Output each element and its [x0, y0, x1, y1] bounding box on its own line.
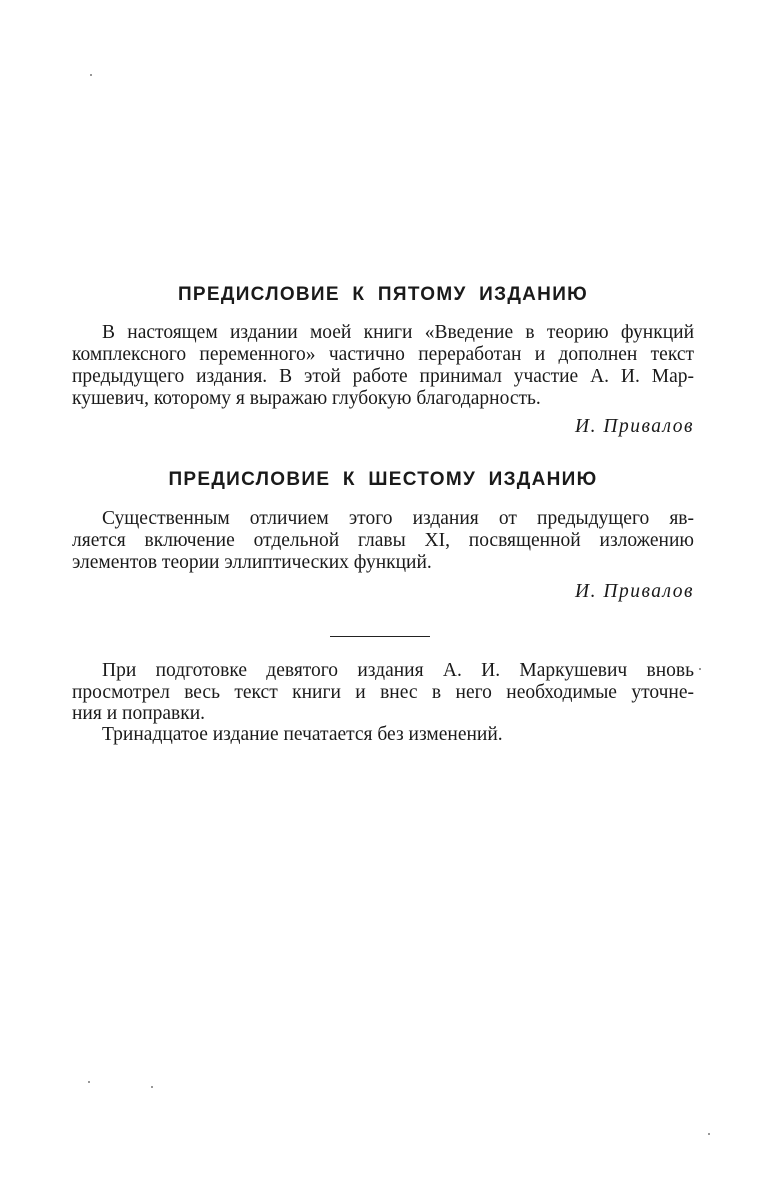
- preface-sixth-heading: ПРЕДИСЛОВИЕ К ШЕСТОМУ ИЗДАНИЮ: [168, 469, 598, 490]
- preface-fifth-line-2: комплексного переменного» частично переработан и дополнен текст: [72, 344, 694, 365]
- preface-sixth-line-1: Существенным отличием этого издания от предыдущего яв-: [102, 508, 694, 529]
- scan-speck: [151, 1086, 153, 1088]
- preface-sixth-line-2: ляется включение отдельной главы XI, посвященной изложению: [72, 530, 694, 551]
- closing-note-line-2: просмотрел весь текст книги и внес в него необходимые уточне-: [72, 682, 694, 703]
- section-divider: [330, 636, 430, 637]
- preface-sixth-line-3: элементов теории эллиптических функций.: [72, 552, 432, 573]
- scan-speck: [90, 74, 92, 76]
- preface-sixth-signature: И. Привалов: [575, 581, 694, 602]
- preface-fifth-line-4: кушевич, которому я выражаю глубокую благодарность.: [72, 388, 541, 409]
- preface-fifth-signature: И. Привалов: [575, 416, 694, 437]
- scan-speck: [708, 1133, 710, 1135]
- scan-speck: [699, 668, 701, 670]
- preface-fifth-line-1: В настоящем издании моей книги «Введение в теорию функций: [102, 322, 694, 343]
- preface-fifth-heading: ПРЕДИСЛОВИЕ К ПЯТОМУ ИЗДАНИЮ: [177, 284, 589, 305]
- closing-note-line-3: ния и поправки.: [72, 703, 206, 724]
- scan-speck: [88, 1081, 90, 1083]
- closing-note-line-4: Тринадцатое издание печатается без изменений.: [102, 724, 503, 745]
- preface-fifth-line-3: предыдущего издания. В этой работе принимал участие А. И. Мар-: [72, 366, 694, 387]
- closing-note-line-1: При подготовке девятого издания А. И. Маркушевич вновь: [102, 660, 694, 681]
